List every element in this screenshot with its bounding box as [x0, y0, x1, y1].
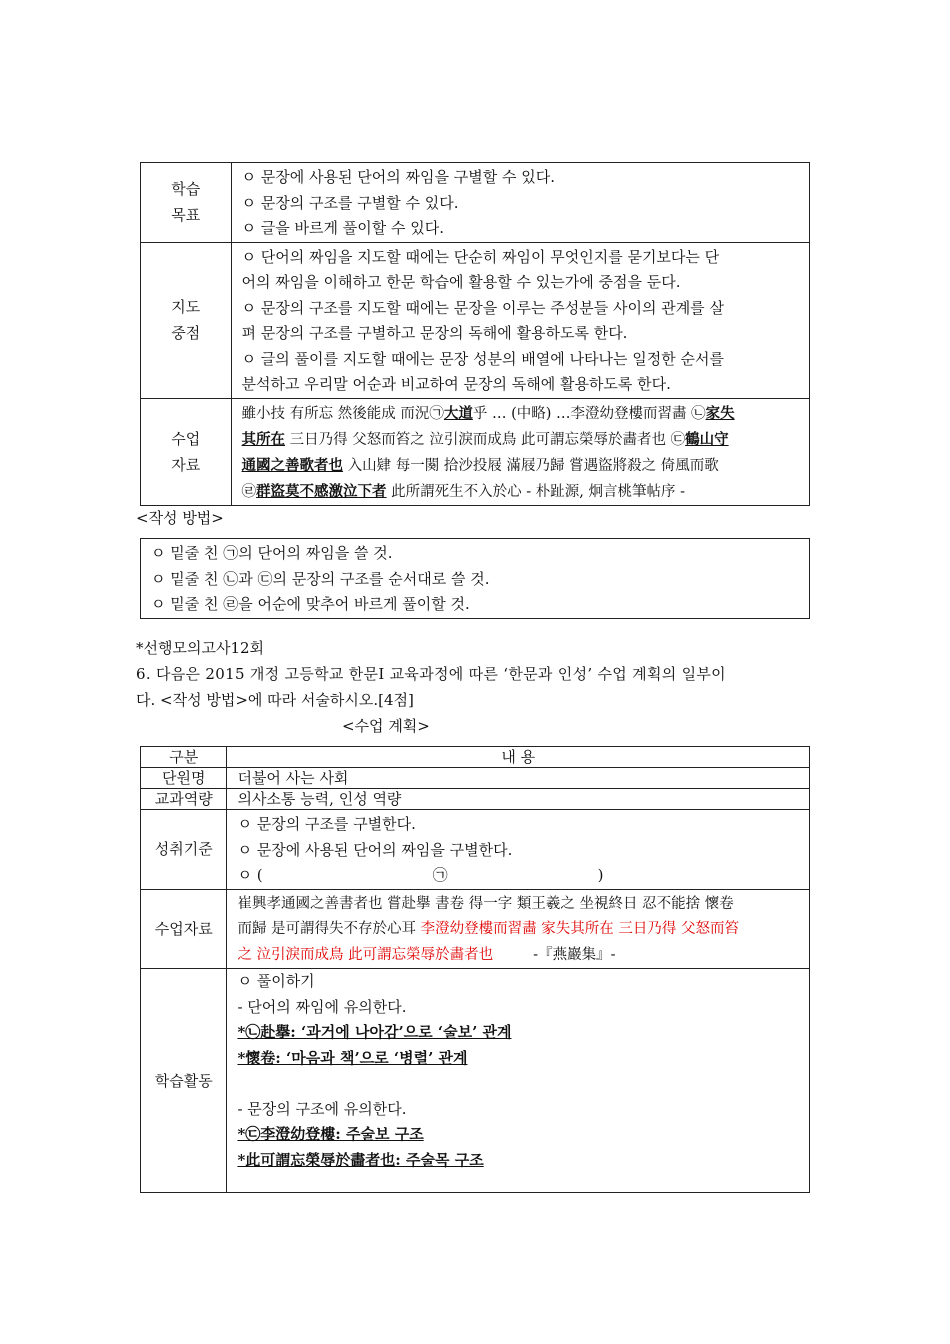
underline-b-part2: 其所在 [241, 430, 286, 448]
competency-label: 교과역량 [141, 789, 227, 810]
standard-content: ㅇ 문장의 구조를 구별한다. ㅇ 문장에 사용된 단어의 짜임을 구별한다. ㅇ ( ㉠ ) [227, 810, 810, 890]
activity-note-3: *㉢李澄幼登樓: 주술보 구조 [237, 1125, 424, 1143]
red-passage-1: 李澄幼登樓而習畵 家失其所在 三日乃得 父怒而笞 [420, 921, 739, 937]
underline-d: 群盜莫不感激泣下者 [256, 482, 387, 500]
activity-row [141, 969, 810, 1193]
activity-content: ㅇ 풀이하기 - 단어의 짜임에 유의한다. *㉡赴擧: ‘과거에 나아감’으로 ‘술보’ 관계 *懷卷: ‘마음과 책’으로 ‘병렬’ 관계 - 문장의 구조에 유의한다. *㉢李澄幼登樓: 주술보 구조 *此可謂忘榮辱於畵者也: 주술목 구조 [227, 969, 810, 1193]
learning-goal-content: ㅇ 문장에 사용된 단어의 짜임을 구별할 수 있다. ㅇ 문장의 구조를 구별할 수 있다. ㅇ 글을 바르게 풀이할 수 있다. [231, 163, 809, 243]
header-content: 내 용 [227, 747, 810, 768]
standard-row [141, 810, 810, 890]
underline-c-part1: 鶴山守 [685, 430, 729, 448]
material-content: 崔興孝通國之善書者也 嘗赴擧 書卷 得一字 類王羲之 坐視終日 忍不能捨 懷卷 而歸 是可謂得失不存於心耳 李澄幼登樓而習畵 家失其所在 三日乃得 父怒而笞 之 泣引淚而成鳥 此可謂忘榮辱於畵者也 -『燕巖集』- [227, 889, 810, 969]
learning-goal-label: 학습 목표 [141, 163, 232, 243]
method-box [140, 538, 810, 619]
standard-blank-line: ㅇ ( ㉠ ) [237, 866, 604, 884]
activity-note-4: *此可謂忘榮辱於畵者也: 주술목 구조 [237, 1150, 484, 1169]
teaching-focus-row [141, 242, 810, 398]
source-note: *선행모의고사12회 [136, 639, 265, 657]
standard-label: 성취기준 [141, 810, 227, 890]
method-content: ㅇ 밑줄 친 ㉠의 단어의 짜임을 쓸 것. ㅇ 밑줄 친 ㉡과 ㉢의 문장의 구조를 순서대로 쓸 것. ㅇ 밑줄 친 ㉣을 어순에 맞추어 바르게 풀이할 것. [141, 539, 810, 619]
competency-row [141, 789, 810, 810]
teaching-focus-content: ㅇ 단어의 짜임을 지도할 때에는 단순히 짜임이 무엇인지를 묻기보다는 단 어의 짜임을 이해하고 한문 학습에 활용할 수 있는가에 중점을 둔다. ㅇ 문장의 구조를 지도할 때에는 문장을 이루는 주성분들 사이의 관계를 살 펴 문장의 구조를 구별하고 문장의 독해에 활용하도록 한다. ㅇ 글의 풀이를 지도할 때에는 문장 성분의 배열에 나타나는 일정한 순서를 분석하고 우리말 어순과 비교하여 문장의 독해에 활용하도록 한다. [231, 242, 809, 398]
material-source: -『燕巖集』- [533, 946, 616, 963]
activity-note-1: *㉡赴擧: ‘과거에 나아감’으로 ‘술보’ 관계 [237, 1023, 512, 1041]
learning-goal-row [141, 163, 810, 243]
underline-b-part1: 家失 [705, 404, 735, 422]
unit-label: 단원명 [141, 768, 227, 789]
red-passage-2: 之 泣引淚而成鳥 此可謂忘榮辱於畵者也 [237, 946, 494, 963]
competency-value: 의사소통 능력, 인성 역량 [227, 789, 810, 810]
unit-row [141, 768, 810, 789]
class-material-text: 雖小技 有所忘 然後能成 而況㉠大道乎 … (中略) …李澄幼登樓而習畵 ㉡家失 其所在 三日乃得 父怒而笞之 泣引淚而成鳥 此可謂忘榮辱於畵者也 ㉢鶴山守 通國之善歌者也 入山肄 每一闋 拾沙投屐 滿屐乃歸 嘗遇盜將殺之 倚風而歌 ㉣群盜莫不感激泣下者 此所謂死生不入於心 - 朴趾源, 炯言桃筆帖序 - [231, 398, 809, 505]
unit-value: 더불어 사는 사회 [227, 768, 810, 789]
class-material-row [141, 398, 810, 505]
underline-a: 大道 [443, 404, 473, 422]
question-line-2: 다. <작성 방법>에 따라 서술하시오.[4점] [136, 691, 414, 709]
plan-header-row [141, 747, 810, 768]
header-category: 구분 [141, 747, 227, 768]
question-line-1: 6. 다음은 2015 개정 고등학교 한문Ⅰ 교육과정에 따른 ‘한문과 인성’ 수업 계획의 일부이 [136, 665, 726, 683]
plan-title: <수업 계획> [342, 717, 430, 735]
lesson-plan-table [140, 746, 810, 1193]
method-title: <작성 방법> [136, 509, 224, 527]
underline-c-part2: 通國之善歌者也 [241, 456, 344, 474]
lesson-info-table [140, 162, 810, 506]
material-row [141, 889, 810, 969]
teaching-focus-label: 지도 중점 [141, 242, 232, 398]
activity-label: 학습활동 [141, 969, 227, 1193]
material-label: 수업자료 [141, 889, 227, 969]
class-material-label: 수업 자료 [141, 398, 232, 505]
blank-marker: ㉠ [432, 866, 448, 884]
activity-note-2: *懷卷: ‘마음과 책’으로 ‘병렬’ 관계 [237, 1048, 468, 1067]
